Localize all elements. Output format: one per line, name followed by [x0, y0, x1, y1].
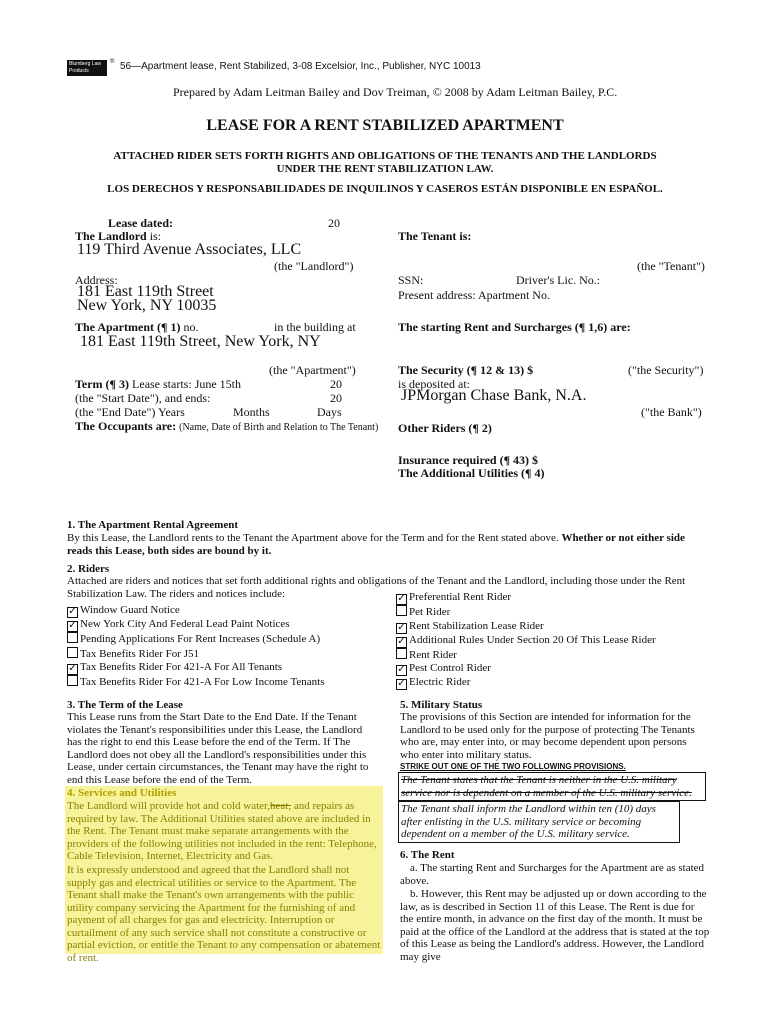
apartment-label: The Apartment (¶ 1) [75, 320, 181, 334]
additional-utilities-label: The Additional Utilities (¶ 4) [398, 466, 545, 480]
section-3-heading: 3. The Term of the Lease [67, 699, 183, 711]
page-title: LEASE FOR A RENT STABILIZED APARTMENT [206, 117, 564, 134]
checkbox[interactable] [67, 647, 78, 658]
rider-item [396, 634, 716, 648]
checked-checkbox[interactable]: ✓ [397, 635, 406, 647]
section-2-heading: 2. Riders [67, 563, 110, 575]
rent-label: The starting Rent and Surcharges (¶ 1,6) are: [398, 320, 631, 334]
drivers-lic-label: Driver's Lic. No.: [516, 273, 601, 287]
checked-checkbox[interactable]: ✓ [397, 664, 406, 676]
rider-label: Tax Benefits Rider For 421-A For Low Income Tenants [80, 676, 325, 689]
tenant-suffix: (the "Tenant") [637, 259, 705, 273]
checked-checkbox[interactable]: ✓ [397, 593, 406, 604]
landlord-label: The Landlord [75, 229, 147, 243]
bank-suffix: ("the Bank") [641, 405, 702, 419]
landlord-suffix: (the "Landlord") [274, 259, 354, 273]
rider-item [396, 620, 716, 634]
subtitle-1: ATTACHED RIDER SETS FORTH RIGHTS AND OBLIGATIONS OF THE TENANTS AND THE LANDLORDS [113, 150, 657, 162]
publisher-logo: Blumberg Law Products [67, 60, 107, 76]
ssn-label: SSN: [398, 273, 424, 287]
section-6-para-b: b. However, this Rent may be adjusted up or down according to the law, as is described in Section 11 of this Lease. The Rent is due for the entire month, in advance on the first day of the month. It must be paid at the office of the Landlord at the address that is stated at the top of this Lease as being the Landlord's address. However, the Landlord may give [400, 888, 710, 963]
rider-item [67, 675, 387, 690]
riders-right-list [396, 591, 716, 690]
months-label: Months [233, 405, 270, 419]
building-address[interactable]: 181 East 119th Street, New York, NY [80, 333, 321, 350]
end-year[interactable]: 20 [330, 391, 342, 405]
landlord-address-line2[interactable]: New York, NY 10035 [77, 297, 217, 314]
rider-label: Electric Rider [409, 676, 471, 689]
section-5-text: The provisions of this Section are intended for information for the Landlord to be used only for the purpose of protecting The Tenants who are, may enter into, or may become dependent upon persons who enter into military status. [400, 711, 695, 761]
rider-item [396, 648, 716, 663]
landlord-name[interactable]: 119 Third Avenue Associates, LLC [77, 241, 302, 258]
checked-checkbox[interactable]: ✓ [397, 621, 406, 633]
section-2-text: Attached are riders and notices that set forth additional rights and obligations of the Tenant and the Landlord, including those under the Rent Stabilization Law. The riders and notices include: [67, 575, 686, 600]
rider-item [67, 632, 387, 647]
end-date-note: (the "End Date") Years [75, 405, 185, 419]
spanish-notice: LOS DERECHOS Y RESPONSABILIDADES DE INQUILINOS Y CASEROS ESTÁN DISPONIBLE EN ESPAÑOL. [107, 183, 663, 195]
checked-checkbox[interactable]: ✓ [397, 678, 406, 690]
other-riders-label: Other Riders (¶ 2) [398, 421, 492, 435]
section-4-para2: It is expressly understood and agreed that the Landlord shall not supply gas and electrical utilities or service to the Apartment. The Tenant shall make the Tenant's own arrangements with the public utility company servicing the Apartment for the furnishing of and payment of all charges for gas and electricity. Interruption or curtailment of any such service shall not constitute a constructive or partial eviction, or entitle the Tenant to any compensation or abatement of rent. [67, 864, 381, 964]
prepared-by: Prepared by Adam Leitman Bailey and Dov Treiman, © 2008 by Adam Leitman Bailey, P.C. [173, 85, 618, 99]
start-year[interactable]: 20 [330, 377, 342, 391]
bank-name[interactable]: JPMorgan Chase Bank, N.A. [401, 387, 587, 404]
section-1-text: By this Lease, the Landlord rents to the Tenant the Apartment above for the Term and for the Rent stated above. Whether or not either side reads this Lease, both sides are bound by it. [67, 532, 685, 557]
rider-item [67, 618, 387, 632]
rider-label: Pet Rider [409, 606, 451, 618]
rider-item [67, 661, 387, 675]
checkbox[interactable] [67, 675, 78, 686]
security-label: The Security (¶ 12 & 13) $ [398, 363, 534, 377]
rider-label: Tax Benefits Rider For 421-A For All Tenants [80, 661, 283, 674]
section-6-heading: 6. The Rent [400, 849, 455, 861]
checkbox[interactable] [396, 605, 407, 616]
rider-label: Pest Control Rider [409, 662, 491, 675]
present-address-label: Present address: Apartment No. [398, 288, 550, 302]
rider-label: Additional Rules Under Section 20 Of This Lease Rider [409, 633, 656, 646]
tenant-is: is: [459, 229, 472, 243]
days-label: Days [317, 405, 342, 419]
rider-label: Rent Rider [409, 648, 457, 661]
registered-mark: ® [110, 59, 115, 65]
lease-starts-label: Lease starts: [132, 377, 192, 391]
apartment-no-label: no. [183, 320, 199, 334]
rider-label: Rent Stabilization Lease Rider [409, 619, 544, 632]
section-5-heading: 5. Military Status [400, 699, 483, 711]
landlord-is: is: [149, 229, 162, 243]
rider-item [396, 591, 716, 605]
deposited-at-label: is deposited at: [398, 377, 470, 391]
apartment-suffix: (the "Apartment") [269, 363, 356, 377]
strike-instruction: STRIKE OUT ONE OF THE TWO FOLLOWING PROVISIONS. [400, 762, 626, 771]
lease-dated-label: Lease dated: [108, 216, 173, 230]
military-option-struck: The Tenant states that the Tenant is neither in the U.S. military service nor is dependent on a member of the U.S. military service. [398, 772, 706, 801]
in-building-label: in the building at [274, 320, 356, 334]
rider-item [67, 647, 387, 662]
address-label: Address: [75, 273, 118, 287]
insurance-label: Insurance required (¶ 43) $ [398, 453, 539, 467]
start-date-value[interactable]: June 15th [194, 377, 242, 391]
checkbox[interactable] [67, 632, 78, 643]
security-suffix: ("the Security") [628, 363, 704, 377]
military-option-kept: The Tenant shall inform the Landlord within ten (10) days after enlisting in the U.S. military service or becoming dependent on a member of the U.S. military service. [398, 801, 680, 843]
subtitle-2: UNDER THE RENT STABILIZATION LAW. [276, 163, 494, 175]
start-date-note: (the "Start Date"), and ends: [75, 391, 211, 405]
rider-item [396, 605, 716, 620]
rider-item [396, 676, 716, 690]
section-1-heading: 1. The Apartment Rental Agreement [67, 519, 238, 531]
occupants-label: The Occupants [75, 419, 153, 433]
section-3-text: This Lease runs from the Start Date to the End Date. If the Tenant violates the Tenant's responsibilities under this Lease, the Landlord has the right to end this Lease before the end of the Term. If The Landlord does not obey all the Landlord's responsibilities under this Lease, under certain circumstances, the Tenant may have the right to end this Lease before the end of the Term. [67, 711, 369, 786]
tenant-label: The Tenant [398, 229, 457, 243]
rider-item [396, 662, 716, 676]
rider-label: Preferential Rent Rider [409, 591, 512, 603]
checked-checkbox[interactable]: ✓ [68, 620, 77, 631]
landlord-address-line1[interactable]: 181 East 119th Street [77, 283, 214, 300]
section-4-para1: The Landlord will provide hot and cold water,heat, and repairs as required by law. The Additional Utilities stated above are included in the Rent. The Tenant must make separate arrangements with the providers of the following utilities not included in the rent: Telephone, Cable Television, Internet, Electricity and Gas. [67, 800, 377, 862]
rider-label: Pending Applications For Rent Increases (Schedule A) [80, 633, 321, 645]
occupants-are: are: [155, 419, 177, 433]
rider-label: Tax Benefits Rider For J51 [80, 647, 199, 660]
riders-left-list [67, 604, 387, 690]
checked-checkbox[interactable]: ✓ [68, 663, 77, 675]
rider-label: New York City And Federal Lead Paint Notices [80, 618, 290, 630]
lease-year-prefix[interactable]: 20 [328, 216, 340, 230]
rider-label: Window Guard Notice [80, 604, 180, 616]
form-line: 56—Apartment lease, Rent Stabilized, 3-08 Excelsior, Inc., Publisher, NYC 10013 [120, 61, 481, 72]
checked-checkbox[interactable]: ✓ [68, 606, 77, 617]
section-4-heading: 4. Services and Utilities [67, 787, 177, 799]
checkbox[interactable] [396, 648, 407, 659]
rider-item [67, 604, 387, 618]
section-6-para-a: a. The starting Rent and Surcharges for the Apartment are as stated above. [400, 862, 705, 887]
term-label: Term (¶ 3) [75, 377, 130, 391]
occupants-note: (Name, Date of Birth and Relation to The Tenant) [179, 422, 379, 433]
